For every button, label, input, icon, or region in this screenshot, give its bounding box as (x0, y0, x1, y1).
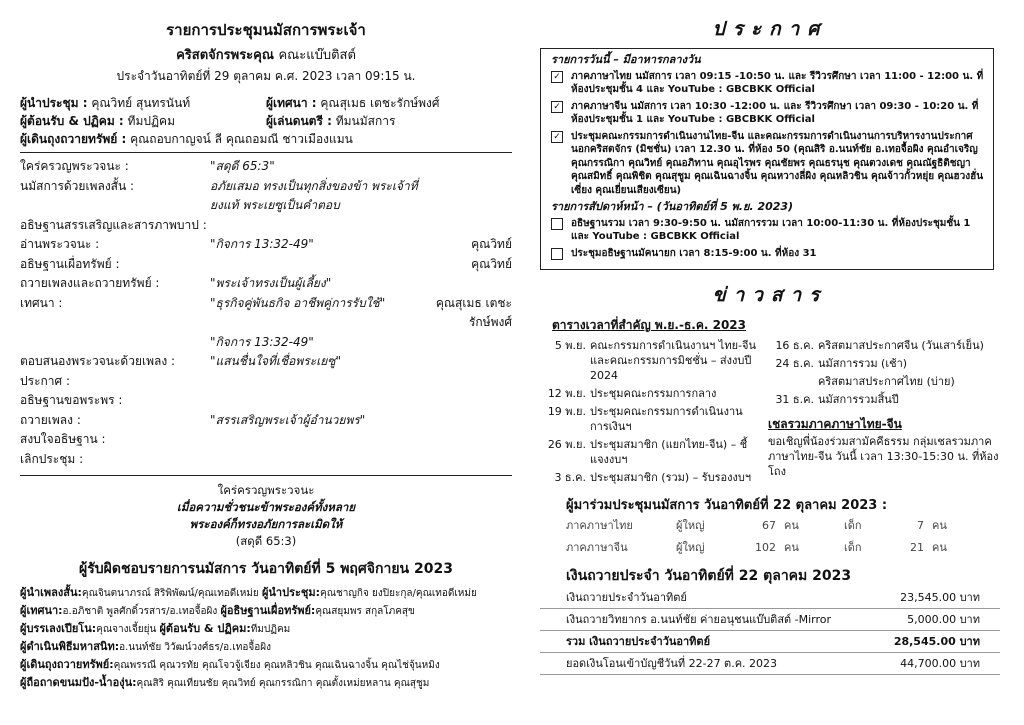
attendance-unit2: คน (932, 541, 947, 554)
responsibility-person: อ.อภิชาติ พูลศักดิ์วรสาร/อ.เทอจื้อผิง (62, 606, 218, 617)
order-person (422, 177, 512, 216)
order-person (422, 333, 512, 353)
order-label: อธิษฐานขอพระพร : (20, 393, 123, 407)
meditation-verse (20, 482, 512, 550)
order-label: นมัสการด้วยเพลงสั้น : (20, 178, 135, 193)
order-item (20, 216, 512, 236)
attendance-child-lbl: เด็ก (844, 541, 862, 554)
event-text: ประชุมคณะกรรมการกลาง (590, 387, 717, 400)
attendance-child: 21 (910, 541, 924, 554)
offering-amount: 23,545.00 บาท (900, 591, 980, 604)
role-cell (20, 130, 512, 148)
offering-row (540, 653, 1000, 675)
offering-name: เงินถวายวิทยากร อ.นนท์ชัย ค่ายอนุชนแบ๊บติสต์ -Mirror (566, 613, 832, 626)
announcement-item (551, 247, 985, 261)
attendance-adult-lbl: ผู้ใหญ่ (676, 541, 705, 554)
checkbox-empty-icon (551, 248, 563, 260)
order-person (422, 450, 512, 470)
responsibility-role: ผู้อธิษฐานเผื่อทรัพย์: (220, 604, 316, 617)
order-content: "กิจการ 13:32-49" (210, 334, 314, 349)
event-text: ประชุมสมาชิก (รวม) – รับรองงบฯ (590, 471, 751, 484)
responsibility-role: ผู้ถือถาดขนมปัง-น้ำองุ่น: (20, 676, 137, 689)
meditation-heading: ใคร่ครวญพระวจนะ (217, 483, 315, 497)
order-content (210, 450, 422, 470)
responsibility-row (20, 620, 512, 638)
role-label: ผู้เล่นดนตรี : (266, 114, 332, 128)
offering-name: ยอดเงินโอนเข้าบัญชีวันที่ 22-27 ต.ค. 2023 (566, 657, 778, 670)
event-text: ประชุมสมาชิก (แยกไทย-จีน) – ชี้แจงงบฯ (590, 438, 748, 466)
order-label: ถวายเพลง : (20, 412, 81, 427)
today-list (551, 70, 985, 198)
order-person (422, 391, 512, 411)
order-label: อธิษฐานสรรเสริญและสารภาพบาป : (20, 217, 207, 232)
verse-line: พระองค์ก็ทรงอภัยการละเมิดให้ (189, 517, 343, 531)
schedule (540, 338, 1000, 488)
order-of-service-column (20, 0, 512, 692)
attendance-group: ภาคภาษาไทย (566, 519, 633, 532)
order-content (210, 372, 422, 392)
event-date: 24 ธ.ค. (775, 357, 814, 370)
order-item (20, 391, 512, 411)
order-item (20, 177, 512, 216)
service-order (20, 157, 512, 469)
responsibility-row (20, 638, 512, 656)
responsibility-role: ผู้นำเพลงสั้น: (20, 586, 82, 599)
schedule-event (768, 392, 1000, 407)
order-person (422, 274, 512, 294)
role-value: ทีมปฏิคม (127, 114, 175, 128)
responsibility-person: คุณพรรณี คุณวรทัย คุณโจวจู้เจียง คุณหลิวชิน คุณเฉินฉางจิ้น คุณไช่จุ้นหมิง (113, 660, 440, 671)
schedule-event (768, 338, 1000, 353)
announcement-item (551, 100, 985, 127)
event-date: 19 พ.ย. (547, 405, 586, 418)
offering-name: เงินถวายประจำวันอาทิตย์ (566, 591, 687, 604)
responsibility-person: คุณสยุมพร สกุลโภคสุข (315, 606, 415, 617)
order-label: อ่านพระวจนะ : (20, 237, 100, 251)
roles-block (20, 94, 512, 148)
responsibility-row (20, 674, 512, 692)
attendance-child-lbl: เด็ก (844, 519, 862, 532)
event-text: คริสตมาสประกาศจีน (วันเสาร์เย็น) (818, 339, 984, 352)
role-row (20, 130, 512, 148)
service-date: ประจำวันอาทิตย์ที่ 29 ตุลาคม ค.ศ. 2023 เวลา 09:15 น. (116, 69, 416, 83)
attendance-title: ผู้มาร่วมประชุมนมัสการ วันอาทิตย์ที่ 22 ตุลาคม 2023 : (566, 498, 888, 513)
attendance-adult: 67 (762, 519, 776, 532)
announcements-box (540, 48, 994, 270)
announcement-text: ประชุมคณะกรรมการดำเนินงานไทย-จีน และคณะกรรมการดำเนินงานการบริหารงานประกาศนอกคริสตจักร (มิชชั่น) เวลา 12.30 น. ที่ห้อง 50 (คุณสิริ อ.นนท์ชัย อ.เทอจื้อผิง คุณอำเจริญ คุณกรรณิกา คุณวิทย์ คุณอภิทาน คุณอุไรพร คุณชัยพร คุณธรนุช คุณตวงเดช คุณณัฐธิติชญา คุณสมิทธิ์ คุณพิชิต คุณสุชูม คุณเฉินฉางจิ้น คุณหวางลี่ผิง คุณหลิวชิน คุณจ้าวกั้วหยุ่ย คุณฮวงฮั่นเซี่ยง คุณเยี่ยนเสียงเซียน) (571, 130, 984, 196)
church-name: คริสตจักรพระคุณ คณะแบ๊บติสต์ (176, 48, 356, 63)
schedule-event (540, 437, 760, 467)
announcements-header: ประกาศ (712, 18, 828, 40)
checkbox-empty-icon (551, 218, 563, 230)
order-label: เลิกประชุม : (20, 451, 84, 466)
schedule-event (540, 404, 760, 434)
order-person (422, 216, 512, 236)
announcement-text: ประชุมอธิษฐานมัคนายก เวลา 8:15-9:00 น. ที่ห้อง 31 (571, 247, 817, 259)
schedule-event (540, 338, 760, 383)
event-date: 3 ธ.ค. (554, 471, 586, 484)
order-label: ตอบสนองพระวจนะด้วยเพลง : (20, 354, 176, 368)
order-item (20, 274, 512, 294)
news-header: ข่าวสาร (712, 284, 828, 306)
order-content (210, 255, 422, 275)
schedule-title: ตารางเวลาที่สำคัญ พ.ย.-ธ.ค. 2023 (552, 318, 746, 332)
role-label: ผู้เทศนา : (266, 96, 317, 110)
responsibility-person: คุณจินตนาภรณ์ สิริพิพัฒน์/คุณเทอดีเหม่ย (81, 588, 259, 599)
responsibility-list (20, 584, 512, 692)
role-row (20, 94, 512, 112)
offering-amount: 28,545.00 บาท (893, 635, 980, 648)
offering-row (540, 587, 1000, 609)
schedule-event (540, 386, 760, 401)
verse-reference: (สดุดี 65:3) (235, 534, 297, 548)
attendance-row (540, 515, 1000, 537)
order-item (20, 333, 512, 353)
order-item (20, 430, 512, 450)
role-cell (20, 94, 266, 112)
offering-row (540, 609, 1000, 631)
event-date: 12 พ.ย. (547, 387, 586, 400)
event-date: 26 พ.ย. (547, 438, 586, 451)
choir-title: เชลรวมภาคภาษาไทย-จีน (768, 417, 902, 431)
role-value: คุณสุเมธ เตชะรักษ์พงศ์ (320, 96, 440, 110)
order-item (20, 294, 512, 333)
order-label: เทศนา : (20, 295, 63, 310)
event-text: ประชุมคณะกรรมการดำเนินงานการเงินฯ (590, 405, 743, 433)
announcement-item (551, 217, 985, 244)
order-person: คุณสุเมธ เตชะรักษ์พงศ์ (435, 295, 512, 329)
schedule-left (540, 338, 760, 488)
role-cell (266, 94, 512, 112)
role-cell (20, 112, 266, 130)
order-content: "ธุรกิจคู่พันธกิจ อาชีพคู่การรับใช้" (210, 295, 386, 310)
offering-name: รวม เงินถวายประจำวันอาทิตย์ (566, 635, 711, 648)
event-text: คณะกรรมการดำเนินงานฯ ไทย-จีน และคณะกรรมการมิชชั่น – ส่งงบปี 2024 (590, 339, 756, 382)
order-person: คุณวิทย์ (471, 237, 512, 251)
offering-amount: 44,700.00 บาท (900, 657, 980, 670)
responsibility-title: ผู้รับผิดชอบรายการนมัสการ วันอาทิตย์ที่ 5 พฤศจิกายน 2023 (79, 561, 453, 577)
attendance-group: ภาคภาษาจีน (566, 541, 628, 554)
attendance-unit2: คน (932, 519, 947, 532)
responsibility-row (20, 602, 512, 620)
role-value: ทีมนมัสการ (335, 114, 396, 128)
order-person (422, 352, 512, 372)
responsibility-person: คุณสิริ คุณเทียนชัย คุณวิทย์ คุณกรรณิกา คุณตั้งเหม่ยหลาน คุณสุชูม (136, 678, 430, 689)
schedule-event (540, 470, 760, 485)
role-row (20, 112, 512, 130)
offering-title: เงินถวายประจำ วันอาทิตย์ที่ 22 ตุลาคม 2023 (566, 568, 852, 584)
announcements-column (540, 0, 1000, 675)
event-text: คริสตมาสประกาศไทย (บ่าย) (818, 375, 955, 388)
event-date: 31 ธ.ค. (775, 393, 814, 406)
announcement-text: ภาคภาษาไทย นมัสการ เวลา 09:15 -10:50 น. และ รีวิวรศึกษา เวลา 11:00 - 12:00 น. ที่ห้องประชุมชั้น 4 และ YouTube : GBCBKK Official (571, 70, 984, 95)
order-content (210, 216, 422, 236)
order-content: อภัยเสมอ ทรงเป็นทุกสิ่งของข้า พระเจ้าที่ยงแท้ พระเยซูเป็นคำตอบ (210, 178, 418, 212)
responsibility-role: ผู้เทศนา: (20, 604, 63, 617)
order-person (422, 157, 512, 177)
attendance-table (540, 515, 1000, 559)
order-content: "สดุดี 65:3" (210, 159, 275, 173)
order-person (422, 411, 512, 431)
order-item (20, 450, 512, 470)
divider (20, 475, 512, 476)
offering-table (540, 587, 1000, 675)
responsibility-row (20, 656, 512, 674)
order-content: "พระเจ้าทรงเป็นผู้เลี้ยง" (210, 276, 332, 290)
order-content: "กิจการ 13:32-49" (210, 237, 314, 251)
attendance-adult-lbl: ผู้ใหญ่ (676, 519, 705, 532)
checkbox-checked-icon: ✓ (551, 101, 563, 113)
event-text: นมัสการรวม (เช้า) (818, 357, 908, 370)
role-label: ผู้ต้อนรับ & ปฏิคม : (20, 114, 124, 128)
order-label: สงบใจอธิษฐาน : (20, 432, 106, 446)
verse-line: เมื่อความชั่วชนะข้าพระองค์ทั้งหลาย (176, 500, 356, 514)
order-label: ถวายเพลงและถวายทรัพย์ : (20, 276, 160, 290)
responsibility-role: ผู้เดินถุงถวายทรัพย์: (20, 658, 114, 671)
checkbox-checked-icon: ✓ (551, 71, 563, 83)
role-value: คุณถอบกาญจน์ ลี คุณถอมณี ชาวเมืองแมน (130, 132, 353, 146)
order-label: ประกาศ : (20, 373, 70, 388)
responsibility-person: ทีมปฏิคม (250, 624, 291, 635)
announcement-item (551, 130, 985, 198)
announcement-item (551, 70, 985, 97)
event-text: นมัสการรวมสิ้นปี (818, 393, 899, 406)
order-label (20, 333, 210, 353)
responsibility-person: คุณชาญกิจ ยงปิยะกุล/คุณเทอดีเหม่ย (320, 588, 477, 599)
announcement-text: ภาคภาษาจีน นมัสการ เวลา 10:30 -12:00 น. และ รีวิวรศึกษา เวลา 09:30 - 10:20 น. ที่ห้องประชุมชั้น 1 และ YouTube : GBCBKK Official (571, 100, 979, 125)
offering-row (540, 631, 1000, 653)
event-date (768, 374, 818, 389)
responsibility-role: ผู้ต้อนรับ & ปฏิคม: (159, 622, 251, 635)
responsibility-row (20, 584, 512, 602)
order-item (20, 372, 512, 392)
order-item (20, 157, 512, 177)
attendance-child: 7 (917, 519, 924, 532)
order-label: อธิษฐานเผื่อทรัพย์ : (20, 256, 120, 271)
order-content: "สรรเสริญพระเจ้าผู้อำนวยพร" (210, 412, 366, 427)
order-item (20, 235, 512, 255)
order-label: ใคร่ครวญพระวจนะ : (20, 159, 129, 173)
order-content: "แสนชื่นใจที่เชื่อพระเยซู" (210, 354, 341, 368)
attendance-row (540, 537, 1000, 559)
responsibility-person: อ.นนท์ชัย วิวัฒน์วงศ์ธร/อ.เทอจื้อผิง (119, 642, 271, 653)
schedule-event (768, 356, 1000, 371)
page-title: รายการประชุมนมัสการพระเจ้า (166, 21, 366, 39)
role-cell (266, 112, 512, 130)
order-person: คุณวิทย์ (471, 256, 512, 271)
order-item (20, 411, 512, 431)
attendance-unit1: คน (784, 519, 799, 532)
responsibility-role: ผู้บรรเลงเปียโน: (20, 622, 97, 635)
order-item (20, 352, 512, 372)
responsibility-role: ผู้นำประชุม: (261, 586, 321, 599)
role-label: ผู้เดินถุงถวายทรัพย์ : (20, 132, 127, 146)
attendance-unit1: คน (784, 541, 799, 554)
event-date: 5 พ.ย. (554, 339, 586, 352)
order-item (20, 255, 512, 275)
schedule-event (768, 374, 1000, 389)
role-value: คุณวิทย์ สุนทรนันท์ (91, 96, 191, 110)
order-person (422, 430, 512, 450)
today-title: รายการวันนี้ – มีอาหารกลางวัน (551, 53, 701, 66)
responsibility-role: ผู้ดำเนินพิธีมหาสนิท: (20, 640, 120, 653)
divider (20, 152, 512, 153)
checkbox-checked-icon: ✓ (551, 131, 563, 143)
offering-amount: 5,000.00 บาท (907, 613, 980, 626)
choir-text: ขอเชิญพี่น้องร่วมสามัคคีธรรม กลุ่มเชลรวมภาคภาษาไทย-จีน วันนี้ เวลา 13:30-15:30 น. ที่ห้องโถง (768, 435, 999, 478)
order-content (210, 430, 422, 450)
role-label: ผู้นำประชุม : (20, 96, 88, 110)
schedule-right (760, 338, 1000, 488)
next-week-list (551, 217, 985, 261)
announcement-text: อธิษฐานรวม เวลา 9:30-9:50 น. นมัสการรวม เวลา 10:00-11:30 น. ที่ห้องประชุมชั้น 1 และ YouTube : GBCBKK Official (571, 217, 971, 242)
order-person (422, 372, 512, 392)
next-week-title: รายการสัปดาห์หน้า – (วันอาทิตย์ที่ 5 พ.ย. 2023) (551, 200, 794, 213)
attendance-adult: 102 (755, 541, 776, 554)
event-date: 16 ธ.ค. (775, 339, 814, 352)
order-content (210, 391, 422, 411)
responsibility-person: คุณจางเจี้ยยุ่น (96, 624, 157, 635)
